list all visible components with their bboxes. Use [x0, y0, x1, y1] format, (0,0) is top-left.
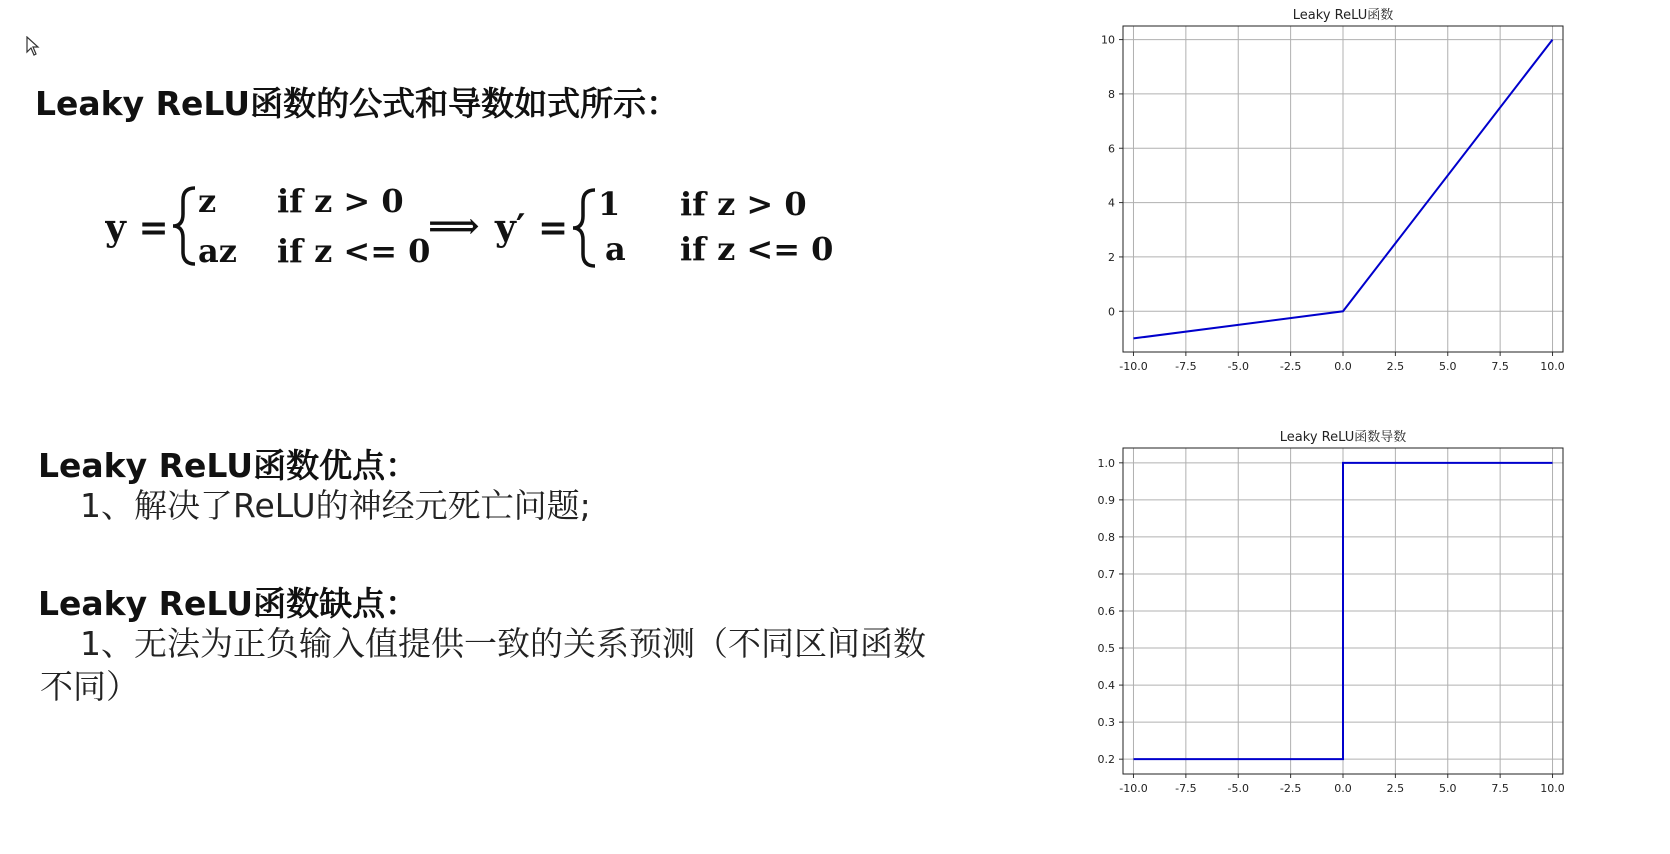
- chart-title: Leaky ReLU函数导数: [1279, 430, 1407, 445]
- x-tick-label: 0.0: [1334, 782, 1352, 795]
- x-tick-label: -7.5: [1175, 360, 1197, 373]
- formula-dcase1-condition: if z > 0: [680, 185, 807, 223]
- y-tick-label: 0.2: [1097, 753, 1115, 767]
- chart-title: Leaky ReLU函数: [1292, 8, 1394, 23]
- advantages-heading: Leaky ReLU函数优点：: [38, 446, 419, 485]
- y-tick-label: 0.6: [1097, 605, 1115, 618]
- disadvantages-item: 1、无法为正负输入值提供一致的关系预测（不同区间函数不同）: [40, 624, 926, 706]
- formula-case1-condition: if z > 0: [277, 182, 404, 220]
- y-tick-label: 0.5: [1097, 642, 1115, 656]
- y-tick-label: 0.4: [1097, 679, 1115, 693]
- leaky-relu-derivative-chart: [1085, 422, 1570, 807]
- formula-left-brace: [173, 188, 195, 264]
- formula-dcase1-value: 1: [598, 185, 621, 223]
- x-tick-label: 5.0: [1439, 782, 1457, 795]
- x-tick-label: 7.5: [1491, 360, 1509, 373]
- mouse-pointer-icon: [26, 36, 40, 56]
- y-tick-label: 0.9: [1097, 493, 1115, 507]
- y-tick-label: 0: [1108, 305, 1115, 319]
- x-tick-label: -10.0: [1119, 360, 1148, 373]
- y-tick-label: 10: [1101, 33, 1115, 47]
- formula-case2-condition: if z <= 0: [277, 232, 431, 270]
- y-tick-label: 6: [1108, 142, 1115, 156]
- formula-rhs: y′ =: [495, 207, 569, 249]
- y-tick-label: 0.7: [1097, 567, 1115, 581]
- x-tick-label: 5.0: [1439, 360, 1457, 373]
- leaky-relu-chart: [1085, 0, 1570, 385]
- formula-case2-value: az: [198, 232, 237, 270]
- x-tick-label: -10.0: [1119, 782, 1148, 795]
- x-tick-label: -2.5: [1279, 782, 1302, 795]
- x-tick-label: 2.5: [1386, 360, 1405, 373]
- y-tick-label: 0.3: [1097, 716, 1115, 730]
- y-tick-label: 1.0: [1097, 456, 1115, 470]
- x-tick-label: -2.5: [1279, 360, 1302, 373]
- formula-case1-value: z: [198, 182, 217, 220]
- x-tick-label: -5.0: [1227, 360, 1249, 373]
- formula-dcase2-value: a: [605, 230, 626, 268]
- y-tick-label: 0.8: [1097, 530, 1115, 544]
- formula-implies-arrow: ⟹: [428, 205, 480, 247]
- x-tick-label: 7.5: [1491, 782, 1509, 795]
- y-tick-label: 2: [1108, 250, 1115, 264]
- formula-lhs: y =: [105, 207, 169, 249]
- leaky-relu-formula: [105, 180, 845, 280]
- x-tick-label: 2.5: [1386, 782, 1405, 795]
- y-tick-label: 4: [1108, 196, 1115, 210]
- x-tick-label: -7.5: [1175, 782, 1197, 795]
- advantages-item: 1、解决了ReLU的神经元死亡问题;: [80, 486, 591, 525]
- formula-right-brace: [573, 190, 595, 266]
- x-tick-label: 0.0: [1334, 360, 1352, 373]
- formula-dcase2-condition: if z <= 0: [680, 230, 834, 268]
- x-tick-label: 10.0: [1540, 782, 1565, 795]
- slide-title: Leaky ReLU函数的公式和导数如式所示：: [35, 84, 680, 123]
- disadvantages-heading: Leaky ReLU函数缺点：: [38, 584, 419, 623]
- x-tick-label: 10.0: [1540, 360, 1565, 373]
- y-tick-label: 8: [1108, 87, 1115, 101]
- x-tick-label: -5.0: [1227, 782, 1249, 795]
